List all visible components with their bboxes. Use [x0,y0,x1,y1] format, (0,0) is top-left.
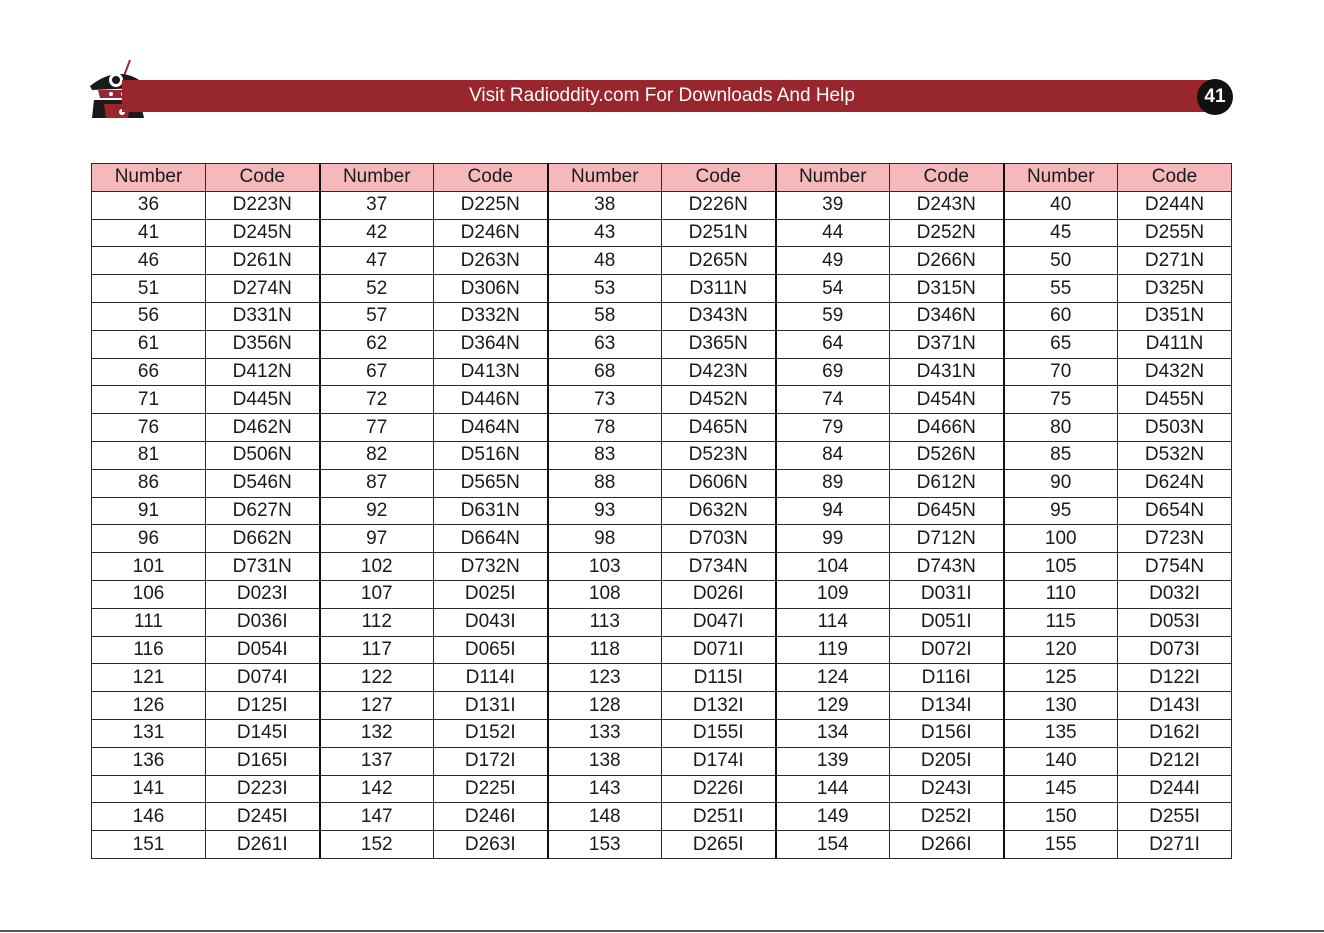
table-row [92,553,1232,581]
number-cell: 84 [776,441,890,469]
number-cell: 50 [1004,247,1118,275]
code-cell: D351N [1118,302,1232,330]
table-row [92,747,1232,775]
code-cell: D225N [434,191,548,219]
number-cell: 54 [776,275,890,303]
table-row [92,692,1232,720]
code-cell: D074I [206,664,320,692]
table-row [92,358,1232,386]
code-cell: D174I [662,747,776,775]
code-cell: D606N [662,469,776,497]
code-cell: D523N [662,441,776,469]
code-cell: D454N [890,386,1004,414]
page-number-badge: 41 [1197,79,1233,115]
number-cell: 37 [320,191,434,219]
number-cell: 41 [92,219,206,247]
number-cell: 117 [320,636,434,664]
number-cell: 127 [320,692,434,720]
code-cell: D065I [434,636,548,664]
number-cell: 112 [320,608,434,636]
code-cell: D331N [206,302,320,330]
code-cell: D134I [890,692,1004,720]
number-cell: 95 [1004,497,1118,525]
column-header-number: Number [776,164,890,192]
code-cell: D252I [890,803,1004,831]
table-row [92,497,1232,525]
page-bottom-rule [0,930,1324,932]
number-cell: 56 [92,302,206,330]
number-cell: 47 [320,247,434,275]
number-cell: 134 [776,719,890,747]
code-cell: D412N [206,358,320,386]
number-cell: 81 [92,441,206,469]
number-cell: 152 [320,831,434,859]
number-cell: 130 [1004,692,1118,720]
code-cell: D152I [434,719,548,747]
code-cell: D036I [206,608,320,636]
table-row [92,441,1232,469]
number-cell: 49 [776,247,890,275]
number-cell: 55 [1004,275,1118,303]
number-cell: 115 [1004,608,1118,636]
number-cell: 137 [320,747,434,775]
code-cell: D654N [1118,497,1232,525]
code-cell: D712N [890,525,1004,553]
code-cell: D172I [434,747,548,775]
number-cell: 136 [92,747,206,775]
number-cell: 135 [1004,719,1118,747]
code-cell: D632N [662,497,776,525]
number-cell: 40 [1004,191,1118,219]
table-row [92,608,1232,636]
code-cell: D073I [1118,636,1232,664]
number-cell: 139 [776,747,890,775]
number-cell: 106 [92,580,206,608]
number-cell: 107 [320,580,434,608]
number-cell: 144 [776,775,890,803]
number-cell: 71 [92,386,206,414]
number-cell: 63 [548,330,662,358]
number-cell: 133 [548,719,662,747]
code-cell: D332N [434,302,548,330]
code-cell: D071I [662,636,776,664]
code-cell: D255N [1118,219,1232,247]
banner-text: Visit Radioddity.com For Downloads And Help [469,85,855,106]
code-cell: D212I [1118,747,1232,775]
code-cell: D446N [434,386,548,414]
table-row [92,414,1232,442]
number-cell: 39 [776,191,890,219]
table-row [92,803,1232,831]
number-cell: 124 [776,664,890,692]
code-cell: D261I [206,831,320,859]
code-cell: D371N [890,330,1004,358]
code-cell: D413N [434,358,548,386]
number-cell: 73 [548,386,662,414]
code-cell: D115I [662,664,776,692]
code-cell: D664N [434,525,548,553]
code-cell: D132I [662,692,776,720]
number-cell: 109 [776,580,890,608]
number-cell: 88 [548,469,662,497]
code-cell: D131I [434,692,548,720]
column-header-code: Code [1118,164,1232,192]
code-cell: D465N [662,414,776,442]
code-cell: D266I [890,831,1004,859]
code-cell: D703N [662,525,776,553]
number-cell: 116 [92,636,206,664]
number-cell: 128 [548,692,662,720]
code-cell: D645N [890,497,1004,525]
column-header-number: Number [1004,164,1118,192]
code-cell: D462N [206,414,320,442]
code-cell: D546N [206,469,320,497]
code-cell: D114I [434,664,548,692]
code-cell: D271N [1118,247,1232,275]
code-cell: D245I [206,803,320,831]
number-cell: 146 [92,803,206,831]
number-cell: 92 [320,497,434,525]
table-row [92,386,1232,414]
number-cell: 119 [776,636,890,664]
number-cell: 108 [548,580,662,608]
code-cell: D226N [662,191,776,219]
code-cell: D023I [206,580,320,608]
number-cell: 53 [548,275,662,303]
code-cell: D452N [662,386,776,414]
table-row [92,275,1232,303]
code-cell: D723N [1118,525,1232,553]
code-cell: D145I [206,719,320,747]
number-cell: 74 [776,386,890,414]
number-cell: 91 [92,497,206,525]
code-cell: D532N [1118,441,1232,469]
code-cell: D274N [206,275,320,303]
code-cell: D346N [890,302,1004,330]
number-cell: 155 [1004,831,1118,859]
number-cell: 89 [776,469,890,497]
code-cell: D624N [1118,469,1232,497]
number-cell: 98 [548,525,662,553]
number-cell: 140 [1004,747,1118,775]
number-cell: 148 [548,803,662,831]
code-cell: D364N [434,330,548,358]
code-cell: D466N [890,414,1004,442]
code-cell: D662N [206,525,320,553]
number-cell: 80 [1004,414,1118,442]
code-cell: D516N [434,441,548,469]
number-cell: 153 [548,831,662,859]
number-cell: 122 [320,664,434,692]
code-cell: D122I [1118,664,1232,692]
code-cell: D526N [890,441,1004,469]
number-cell: 60 [1004,302,1118,330]
table-row [92,775,1232,803]
number-cell: 76 [92,414,206,442]
table-row [92,469,1232,497]
table-row [92,636,1232,664]
code-cell: D155I [662,719,776,747]
code-cell: D265I [662,831,776,859]
number-cell: 120 [1004,636,1118,664]
code-cell: D051I [890,608,1004,636]
table-row [92,191,1232,219]
code-cell: D503N [1118,414,1232,442]
dcs-code-table [91,163,1232,859]
number-cell: 82 [320,441,434,469]
code-cell: D244I [1118,775,1232,803]
code-cell: D743N [890,553,1004,581]
code-cell: D244N [1118,191,1232,219]
code-cell: D165I [206,747,320,775]
table-header-row [92,164,1232,192]
code-cell: D423N [662,358,776,386]
number-cell: 62 [320,330,434,358]
number-cell: 104 [776,553,890,581]
number-cell: 103 [548,553,662,581]
number-cell: 46 [92,247,206,275]
code-cell: D245N [206,219,320,247]
number-cell: 51 [92,275,206,303]
code-cell: D754N [1118,553,1232,581]
table-row [92,664,1232,692]
number-cell: 111 [92,608,206,636]
code-cell: D116I [890,664,1004,692]
code-cell: D732N [434,553,548,581]
number-cell: 86 [92,469,206,497]
number-cell: 138 [548,747,662,775]
code-cell: D261N [206,247,320,275]
code-cell: D343N [662,302,776,330]
number-cell: 70 [1004,358,1118,386]
number-cell: 101 [92,553,206,581]
table-row [92,831,1232,859]
code-cell: D325N [1118,275,1232,303]
code-cell: D734N [662,553,776,581]
number-cell: 154 [776,831,890,859]
number-cell: 77 [320,414,434,442]
code-cell: D053I [1118,608,1232,636]
number-cell: 113 [548,608,662,636]
code-cell: D612N [890,469,1004,497]
code-cell: D252N [890,219,1004,247]
code-cell: D263I [434,831,548,859]
number-cell: 149 [776,803,890,831]
code-cell: D311N [662,275,776,303]
column-header-code: Code [662,164,776,192]
code-cell: D445N [206,386,320,414]
code-cell: D243I [890,775,1004,803]
number-cell: 118 [548,636,662,664]
table-row [92,525,1232,553]
number-cell: 64 [776,330,890,358]
number-cell: 110 [1004,580,1118,608]
code-cell: D226I [662,775,776,803]
table-row [92,580,1232,608]
code-cell: D266N [890,247,1004,275]
table-row [92,302,1232,330]
code-cell: D125I [206,692,320,720]
number-cell: 147 [320,803,434,831]
table-row [92,330,1232,358]
number-cell: 143 [548,775,662,803]
code-cell: D731N [206,553,320,581]
code-cell: D031I [890,580,1004,608]
number-cell: 96 [92,525,206,553]
code-cell: D223N [206,191,320,219]
code-cell: D243N [890,191,1004,219]
code-cell: D143I [1118,692,1232,720]
number-cell: 75 [1004,386,1118,414]
code-cell: D225I [434,775,548,803]
code-cell: D025I [434,580,548,608]
number-cell: 58 [548,302,662,330]
code-cell: D631N [434,497,548,525]
number-cell: 45 [1004,219,1118,247]
code-cell: D306N [434,275,548,303]
number-cell: 94 [776,497,890,525]
code-cell: D246N [434,219,548,247]
number-cell: 65 [1004,330,1118,358]
number-cell: 93 [548,497,662,525]
number-cell: 66 [92,358,206,386]
number-cell: 85 [1004,441,1118,469]
code-cell: D043I [434,608,548,636]
table-row [92,247,1232,275]
code-cell: D265N [662,247,776,275]
number-cell: 129 [776,692,890,720]
number-cell: 42 [320,219,434,247]
code-cell: D464N [434,414,548,442]
number-cell: 100 [1004,525,1118,553]
number-cell: 69 [776,358,890,386]
number-cell: 83 [548,441,662,469]
number-cell: 97 [320,525,434,553]
number-cell: 141 [92,775,206,803]
code-cell: D627N [206,497,320,525]
code-cell: D047I [662,608,776,636]
number-cell: 57 [320,302,434,330]
number-cell: 87 [320,469,434,497]
column-header-number: Number [548,164,662,192]
number-cell: 125 [1004,664,1118,692]
header-banner [122,80,1212,112]
code-cell: D251N [662,219,776,247]
number-cell: 52 [320,275,434,303]
code-cell: D315N [890,275,1004,303]
code-cell: D271I [1118,831,1232,859]
code-cell: D251I [662,803,776,831]
code-cell: D054I [206,636,320,664]
code-cell: D431N [890,358,1004,386]
table-row [92,719,1232,747]
number-cell: 102 [320,553,434,581]
code-cell: D246I [434,803,548,831]
number-cell: 99 [776,525,890,553]
code-cell: D072I [890,636,1004,664]
number-cell: 126 [92,692,206,720]
number-cell: 72 [320,386,434,414]
number-cell: 142 [320,775,434,803]
number-cell: 150 [1004,803,1118,831]
number-cell: 105 [1004,553,1118,581]
column-header-number: Number [92,164,206,192]
number-cell: 79 [776,414,890,442]
number-cell: 90 [1004,469,1118,497]
number-cell: 114 [776,608,890,636]
column-header-code: Code [434,164,548,192]
number-cell: 68 [548,358,662,386]
code-cell: D026I [662,580,776,608]
code-cell: D263N [434,247,548,275]
code-cell: D455N [1118,386,1232,414]
code-cell: D356N [206,330,320,358]
column-header-code: Code [206,164,320,192]
code-cell: D565N [434,469,548,497]
code-cell: D162I [1118,719,1232,747]
number-cell: 38 [548,191,662,219]
number-cell: 43 [548,219,662,247]
number-cell: 145 [1004,775,1118,803]
number-cell: 123 [548,664,662,692]
code-cell: D411N [1118,330,1232,358]
code-cell: D032I [1118,580,1232,608]
code-cell: D365N [662,330,776,358]
number-cell: 61 [92,330,206,358]
code-cell: D205I [890,747,1004,775]
number-cell: 121 [92,664,206,692]
number-cell: 44 [776,219,890,247]
column-header-code: Code [890,164,1004,192]
number-cell: 67 [320,358,434,386]
code-cell: D432N [1118,358,1232,386]
table-row [92,219,1232,247]
number-cell: 151 [92,831,206,859]
number-cell: 131 [92,719,206,747]
number-cell: 78 [548,414,662,442]
code-cell: D156I [890,719,1004,747]
number-cell: 48 [548,247,662,275]
code-cell: D223I [206,775,320,803]
number-cell: 132 [320,719,434,747]
code-cell: D506N [206,441,320,469]
code-cell: D255I [1118,803,1232,831]
number-cell: 36 [92,191,206,219]
number-cell: 59 [776,302,890,330]
column-header-number: Number [320,164,434,192]
